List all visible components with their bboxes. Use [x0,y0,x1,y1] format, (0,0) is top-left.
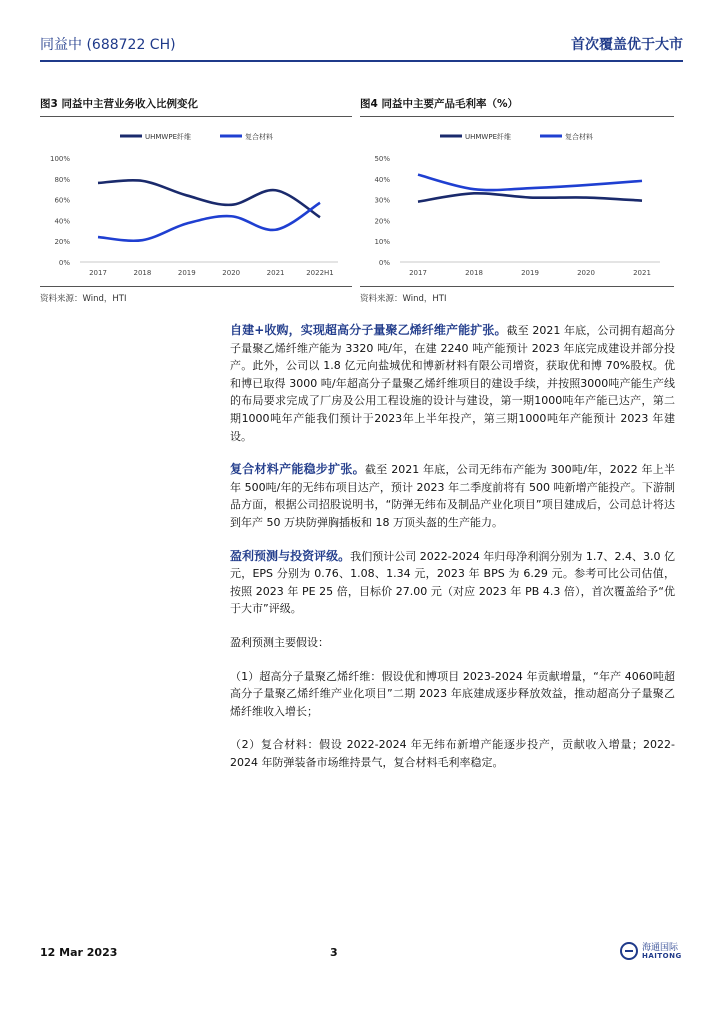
x-tick-label: 2021 [266,269,285,277]
figure-4-chart [360,124,674,286]
x-tick-label: 2022H1 [306,269,334,277]
series-line-0 [418,193,642,201]
x-tick-label: 2017 [89,269,107,277]
figure-4-bottom-rule [360,286,674,287]
figure-4-title: 图4 同益中主要产品毛利率（%） [360,98,518,110]
y-tick-label: 40% [54,217,70,226]
legend-label-1: 复合材料 [245,133,273,141]
x-tick-label: 2019 [177,269,196,277]
paragraph-forecast-rating [230,548,675,618]
page-number: 3 [330,946,338,959]
figure-4-top-rule [360,116,674,117]
paragraph-text: （2）复合材料：假设 2022-2024 年无纬布新增产能逐步投产，贡献收入增量；2022-2024 年防弹装备市场维持景气，复合材料毛利率稳定。 [230,738,675,769]
figure-3-top-rule [40,116,352,117]
paragraph-text: 我们预计公司 2022-2024 年归母净利润分别为 1.7、2.4、3.0 亿元，EPS 分别为 0.76、1.08、1.34 元，2023 年 BPS 为 6.29 元。参考可比公司估值，按照 2023 年 PE 25 倍，目标价 27.00 元（对应 2023 年 PB 4.3 倍），首次覆盖给予“优于大市”评级。 [230,549,675,616]
x-tick-label: 2020 [222,269,241,277]
x-tick-label: 2019 [521,269,539,277]
logo-english-name: HAITONG [642,952,682,960]
series-line-1 [418,175,642,190]
footer-date: 12 Mar 2023 [40,946,118,959]
haitong-logo-icon [620,942,638,960]
paragraph-composite-materials [230,461,675,531]
paragraph-capacity-expansion [230,322,675,445]
legend-label-1: 复合材料 [565,133,593,141]
y-tick-label: 80% [54,175,70,184]
header-divider [40,60,683,62]
series-line-1 [98,203,320,241]
y-tick-label: 40% [374,175,390,184]
x-tick-label: 2020 [577,269,595,277]
paragraph-lead: 自建+收购，实现超高分子量聚乙烯纤维产能扩张。 [230,323,507,337]
x-tick-label: 2018 [465,269,483,277]
body-text [230,322,675,787]
x-tick-label: 2018 [133,269,152,277]
paragraph-assumption-2 [230,736,675,771]
figure-3-bottom-rule [40,286,352,287]
paragraph-lead: 复合材料产能稳步扩张。 [230,462,365,477]
paragraph-text: 截至 2021 年底，公司无纬布产能为 300吨/年，2022 年上半年 500吨/年的无纬布项目达产，预计 2023 年二季度前将有 500 吨新增产能投产。下游制品方面，根据公司招股说明书，“防弹无纬布及制品产业化项目”项目建成后，公司总计将达到年产 50 万块防弹胸插板和 18 万顶头盔的生产能力。 [230,463,675,529]
figure-3-chart [40,124,352,286]
series-line-0 [98,180,320,217]
figure-3-title: 图3 同益中主营业务收入比例变化 [40,98,198,110]
figure-3-source: 资料来源：Wind，HTI [40,294,127,304]
header-rating-banner: 首次覆盖优于大市 [571,37,683,53]
haitong-logo [620,940,684,964]
paragraph-text: （1）超高分子量聚乙烯纤维：假设优和博项目 2023-2024 年贡献增量，“年产 4060吨超高分子量聚乙烯纤维产业化项目”二期 2023 年底建成逐步释放效益，推动超高分子量聚乙烯纤维收入增长； [230,669,675,718]
paragraph-lead: 盈利预测与投资评级。 [230,548,351,563]
y-tick-label: 50% [374,155,390,163]
paragraph-text: 盈利预测主要假设： [230,635,329,649]
y-tick-label: 0% [58,259,70,267]
figure-3-chart-svg [40,124,352,282]
figure-4-source: 资料来源：Wind，HTI [360,294,447,304]
y-tick-label: 20% [374,217,390,226]
legend-label-0: UHMWPE纤维 [465,133,511,141]
legend-label-0: UHMWPE纤维 [145,133,191,141]
x-tick-label: 2017 [409,269,427,277]
logo-chinese-name: 海通国际 [642,943,679,953]
header-company: 同益中 (688722 CH) [40,37,176,53]
paragraph-text: 截至 2021 年底，公司拥有超高分子量聚乙烯纤维产能为 3320 吨/年，在建 2240 吨产能预计 2023 年底完成建设并部分投产。此外，公司以 1.8 亿元向盐城优和博新材料有限公司增资，获取优和博 70%股权。优和博已取得 3000 吨/年超高分子量聚乙烯纤维项目的建设手续，并按照3000吨产能生产线的布局要求完成了厂房及公用工程设施的设计与建设，第一期1000吨年产能已达产，第二期1000吨年产能我们预计于2023年上半年投产，第三期1000吨年产能预计 2023 年建设。 [230,324,675,443]
y-tick-label: 10% [374,238,390,247]
y-tick-label: 0% [378,259,390,267]
y-tick-label: 30% [374,196,390,205]
y-tick-label: 100% [49,155,70,163]
y-tick-label: 60% [54,196,70,205]
x-tick-label: 2021 [633,269,651,277]
paragraph-assumptions-heading [230,634,675,652]
figure-4-chart-svg [360,124,674,282]
y-tick-label: 20% [54,238,70,247]
paragraph-assumption-1 [230,668,675,721]
